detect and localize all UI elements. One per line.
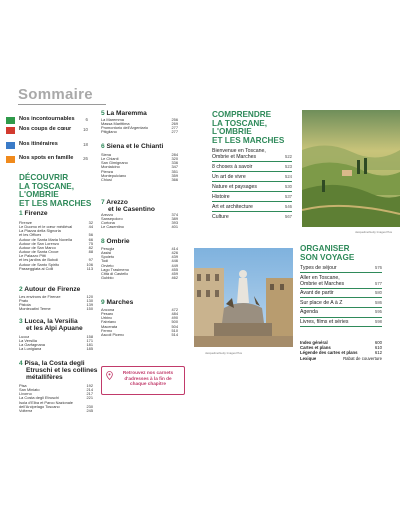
toc-entry[interactable]: Lexique Rabat de couverture — [300, 355, 382, 361]
highlight-label: Nos incontournables — [19, 116, 75, 122]
toc-entry[interactable]: Promontorio dell'Argentario 277 — [101, 125, 178, 131]
toc-entry[interactable]: Chiusi 366 — [101, 176, 178, 182]
highlight-label: Nos itinéraires — [19, 141, 58, 147]
toc-entry[interactable]: Autour de Santo Spirito 106 — [19, 261, 93, 267]
highlight-color-bar — [6, 156, 15, 163]
toc-entry[interactable]: Prato 130 — [19, 298, 93, 304]
section-heading-7[interactable]: 7 Arezzo et le Casentino — [101, 199, 155, 214]
toc-entry[interactable]: Siena 284 — [101, 152, 178, 157]
callout-line: Retrouvez nos carnets — [122, 370, 174, 375]
toc-entry[interactable]: Fermo 510 — [101, 327, 178, 333]
toc-entry[interactable]: Les environs de Firenze 120 — [19, 294, 93, 299]
toc-entry[interactable]: La Versilia 171 — [19, 338, 93, 344]
toc-entry[interactable]: Aller en Toscane, Ombrie et Marches 577 — [300, 274, 382, 287]
toc-entry[interactable]: Culture 567 — [212, 213, 292, 220]
section-heading-2[interactable]: 2 Autour de Firenze — [19, 286, 81, 293]
landscape-photo — [302, 110, 400, 227]
toc-entry[interactable]: Cartes et plans 610 — [300, 345, 382, 351]
toc-entry[interactable]: Todi 446 — [101, 258, 178, 264]
section-heading-9[interactable]: 9 Marches — [101, 299, 134, 306]
toc-entry[interactable]: Histoire 537 — [212, 193, 292, 200]
section-heading-1[interactable]: 1 Firenze — [19, 210, 48, 217]
highlight-label: Nos spots en famille — [19, 155, 74, 161]
organiser-list — [300, 265, 382, 328]
toc-entry[interactable]: Pistoia 139 — [19, 302, 93, 308]
highlight-color-bar — [6, 142, 15, 149]
toc-entry[interactable]: Sur place de A à Z 586 — [300, 299, 382, 306]
toc-entry[interactable]: Agenda 595 — [300, 309, 382, 316]
toc-entry[interactable]: La Garfagnana 181 — [19, 342, 93, 348]
section-5-entries — [101, 118, 178, 135]
toc-entry[interactable]: Pitigliano 277 — [101, 129, 178, 135]
highlight-color-bar — [6, 117, 15, 124]
toc-entry[interactable]: Pienza 351 — [101, 168, 178, 174]
section-heading-4[interactable]: 4 Pisa, la Costa degli Etruschi et les collines métallifères — [19, 360, 98, 382]
highlight-item[interactable] — [6, 155, 88, 166]
organiser-minor-list — [300, 340, 382, 361]
toc-entry[interactable]: La Maremma 256 — [101, 117, 178, 122]
section-9-entries — [101, 308, 178, 337]
highlight-page: 6 — [85, 117, 88, 122]
toc-entry[interactable]: Montecatini Terme 150 — [19, 306, 93, 312]
section-3-entries — [19, 335, 93, 352]
toc-entry[interactable]: Le Duomo et le cœur médiéval 44 — [19, 224, 93, 230]
toc-entry[interactable]: Livorno 217 — [19, 391, 93, 397]
highlight-item[interactable] — [6, 126, 88, 137]
toc-entry[interactable]: Avant de partir 580 — [300, 290, 382, 297]
toc-entry[interactable]: La Lunigiana 185 — [19, 346, 93, 352]
toc-entry[interactable]: La Piazza della Signoria — [19, 229, 61, 234]
section-heading-3[interactable]: 3 Lucca, la Versilia et les Alpi Apuane — [19, 318, 83, 333]
toc-entry[interactable]: Légende des cartes et plans 612 — [300, 350, 382, 356]
photo-credit: Jacqueline/Getty Images Plus — [205, 351, 243, 355]
section-heading-5[interactable]: 5 La Maremma — [101, 110, 147, 117]
toc-entry[interactable]: Le Casentino 401 — [101, 224, 178, 230]
toc-entry[interactable]: Un art de vivre 524 — [212, 173, 292, 180]
toc-entry[interactable]: Montalcino 347 — [101, 164, 178, 170]
toc-entry[interactable]: Pisa 192 — [19, 383, 93, 388]
section-1-entries — [19, 221, 93, 271]
toc-entry[interactable]: Lucca 158 — [19, 334, 93, 339]
organiser-heading: ORGANISER SON VOYAGE — [300, 244, 355, 262]
toc-entry[interactable]: Macerata 504 — [101, 323, 178, 329]
section-7-entries — [101, 213, 178, 230]
toc-entry[interactable]: dell'Arcipelago Toscano 230 — [19, 403, 93, 409]
callout-line: chaque chapitre — [130, 381, 166, 386]
toc-entry[interactable]: Spoleto 439 — [101, 254, 178, 260]
toc-entry[interactable]: Firenze 32 — [19, 220, 93, 225]
toc-entry[interactable]: Cortona 393 — [101, 220, 178, 226]
toc-entry[interactable]: Autour de San Lorenzo 75 — [19, 240, 93, 246]
toc-entry[interactable]: Nature et paysages 530 — [212, 183, 292, 190]
comprendre-heading: COMPRENDRE LA TOSCANE, L'OMBRIE ET LES MARCHES — [212, 110, 285, 145]
toc-entry[interactable]: Massa Marittima 269 — [101, 121, 178, 127]
toc-entry[interactable]: Volterra 245 — [19, 407, 93, 413]
toc-entry[interactable]: Fabriano 500 — [101, 319, 178, 325]
toc-entry[interactable]: Gubbio 462 — [101, 275, 178, 281]
toc-entry[interactable]: San Gimignano 336 — [101, 160, 178, 166]
toc-entry[interactable]: Ascoli Piceno 514 — [101, 331, 178, 337]
toc-entry[interactable]: Types de séjour 576 — [300, 265, 382, 271]
toc-entry[interactable]: et les Offices 56 — [19, 232, 93, 238]
toc-entry[interactable]: Città di Castello 459 — [101, 270, 178, 276]
toc-entry[interactable]: Urbino 490 — [101, 315, 178, 321]
section-2-entries — [19, 295, 93, 312]
toc-entry[interactable]: La Costa degli Etruschi 221 — [19, 395, 93, 401]
address-callout — [101, 366, 185, 395]
decouvrir-heading: DÉCOUVRIR LA TOSCANE, L'OMBRIE ET LES MARCHES — [19, 173, 92, 208]
section-6-entries — [101, 153, 178, 182]
toc-entry[interactable]: Perugia 414 — [101, 246, 178, 251]
toc-entry[interactable]: Montepulciano 359 — [101, 172, 178, 178]
highlight-page: 26 — [83, 156, 88, 161]
section-heading-8[interactable]: 8 Ombrie — [101, 238, 130, 245]
comprendre-list — [212, 148, 292, 220]
toc-entry[interactable]: Le Chianti 320 — [101, 156, 178, 162]
toc-entry[interactable]: Pesaro 484 — [101, 311, 178, 317]
page-title: Sommaire — [18, 86, 93, 103]
toc-entry[interactable]: Ancona 472 — [101, 307, 178, 312]
highlight-page: 18 — [83, 142, 88, 147]
toc-entry[interactable]: Passeggiata ai Colli 113 — [19, 265, 93, 271]
toc-entry[interactable]: Art et architecture 546 — [212, 203, 292, 210]
toc-entry[interactable]: Index général 600 — [300, 340, 382, 345]
toc-entry[interactable]: Livres, films et séries 598 — [300, 318, 382, 325]
highlight-item[interactable] — [6, 141, 88, 152]
toc-entry[interactable]: Assisi 426 — [101, 250, 178, 256]
toc-entry[interactable]: 8 choses à savoir 523 — [212, 163, 292, 170]
highlight-label: Nos coups de cœur — [19, 126, 72, 132]
toc-entry[interactable]: Arezzo 374 — [101, 212, 178, 217]
toc-entry[interactable]: Autour de Santa Maria Novella 66 — [19, 236, 93, 242]
callout-line: d'adresses à la fin de — [124, 375, 172, 381]
toc-entry[interactable]: Orvieto 449 — [101, 262, 178, 268]
section-8-entries — [101, 247, 178, 280]
fountain-photo — [194, 248, 293, 347]
toc-entry[interactable]: Le Palazzo Pitti — [19, 254, 46, 259]
toc-entry[interactable]: Isola d'Elba et Parco Nazionale — [19, 400, 73, 405]
toc-entry[interactable]: Bienvenue en Toscane, Ombrie et Marches 522 — [212, 148, 292, 160]
toc-entry[interactable]: Sansepolcro 389 — [101, 216, 178, 222]
toc-entry[interactable]: San Miniato 214 — [19, 387, 93, 393]
photo-credit: Jacqueline/Getty Images Plus — [355, 230, 393, 234]
toc-entry[interactable]: et les jardins de Boboli 97 — [19, 257, 93, 263]
toc-entry[interactable]: Autour de Santa Croce 88 — [19, 249, 93, 255]
section-heading-6[interactable]: 6 Siena et le Chianti — [101, 143, 164, 150]
toc-entry[interactable]: Lago Trasimeno 455 — [101, 266, 178, 272]
map-pin-icon — [106, 371, 113, 380]
toc-entry[interactable]: Autour de San Marco 82 — [19, 244, 93, 250]
section-4-entries — [19, 384, 93, 413]
title-rule — [18, 104, 106, 105]
highlight-color-bar — [6, 127, 15, 134]
highlight-page: 10 — [83, 127, 88, 132]
